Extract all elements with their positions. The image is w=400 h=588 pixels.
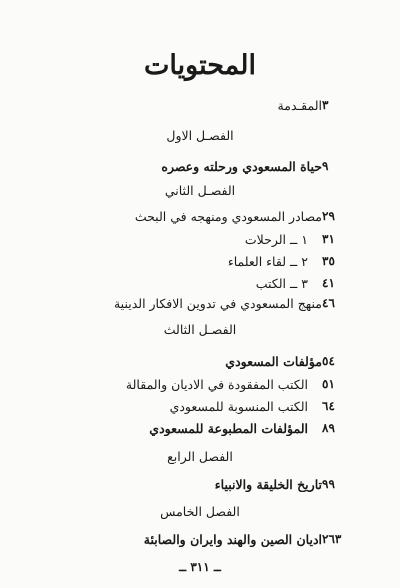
toc-entry-label: الكتب المنسوبة للمسعودي: [169, 398, 308, 414]
chapter-heading-4: الفصل الرابع: [167, 449, 233, 464]
toc-entry: [40, 206, 368, 226]
toc-entry-label: المؤلفات المطبوعة للمسعودي: [149, 420, 308, 436]
toc-entry: [40, 351, 368, 371]
toc-entry: [40, 273, 368, 293]
toc-entry-label: مؤلفات المسعودي: [225, 353, 322, 369]
toc-entry-label: منهج المسعودي في تدوين الافكار الدينية: [113, 295, 322, 311]
toc-entry-page: ٤١: [322, 276, 335, 290]
toc-entry: [40, 374, 368, 394]
toc-entry: [40, 229, 368, 249]
chapter-heading-5: الفصل الخامس: [160, 504, 240, 519]
toc-entry-label: المقـدمة: [277, 97, 322, 113]
toc-entry: [40, 156, 368, 176]
toc-entry-label: ١ ــ الرحلات: [244, 231, 308, 247]
toc-entry-label: حياة المسعودي ورحلته وعصره: [161, 158, 322, 174]
toc-entry-page: ٣: [322, 98, 329, 112]
toc-entry-page: ٨٩: [322, 421, 335, 435]
toc-entry: [40, 474, 368, 494]
toc-entry-label: ٣ ــ الكتب: [255, 275, 308, 291]
toc-entry-page: ٩: [322, 159, 329, 173]
toc-entry: [40, 418, 368, 438]
toc-entry-label: الكتب المفقودة في الاديان والمقالة: [125, 376, 308, 392]
toc-entry-page: ٣١: [322, 232, 335, 246]
toc-entry-label: اديان الصين والهند وايران والصابئة: [143, 531, 322, 547]
toc-entry-label: ٢ ــ لقاء العلماء: [227, 253, 308, 269]
toc-entry-page: ٢٦٣: [322, 532, 342, 546]
chapter-heading-3: الفصـل الثالث: [163, 322, 237, 337]
toc-entry-label: تاريخ الخليقة والانبياء: [214, 476, 322, 492]
toc-entry: [40, 293, 368, 313]
toc-entry-page: ٩٩: [322, 477, 335, 491]
toc-entry: [40, 251, 368, 271]
toc-entry-page: ٢٩: [322, 209, 335, 223]
chapter-heading-2: الفصـل الثاني: [164, 183, 236, 198]
toc-entry-page: ٤٦: [322, 296, 335, 310]
toc-entry-page: ٦٤: [322, 399, 335, 413]
toc-entry-label: مصادر المسعودي ومنهجه في البحث: [134, 208, 322, 224]
chapter-heading-1: الفصـل الاول: [166, 128, 234, 143]
toc-entry: [40, 396, 368, 416]
page-number-footer: ــ ٣١١ ــ: [179, 560, 221, 574]
toc-entry-introduction: [40, 95, 368, 115]
toc-entry-page: ٥٤: [322, 354, 335, 368]
toc-entry: [40, 529, 368, 549]
toc-entry-page: ٥١: [322, 377, 335, 391]
page-title: المحتويات: [143, 50, 257, 81]
toc-entry-page: ٣٥: [322, 254, 335, 268]
